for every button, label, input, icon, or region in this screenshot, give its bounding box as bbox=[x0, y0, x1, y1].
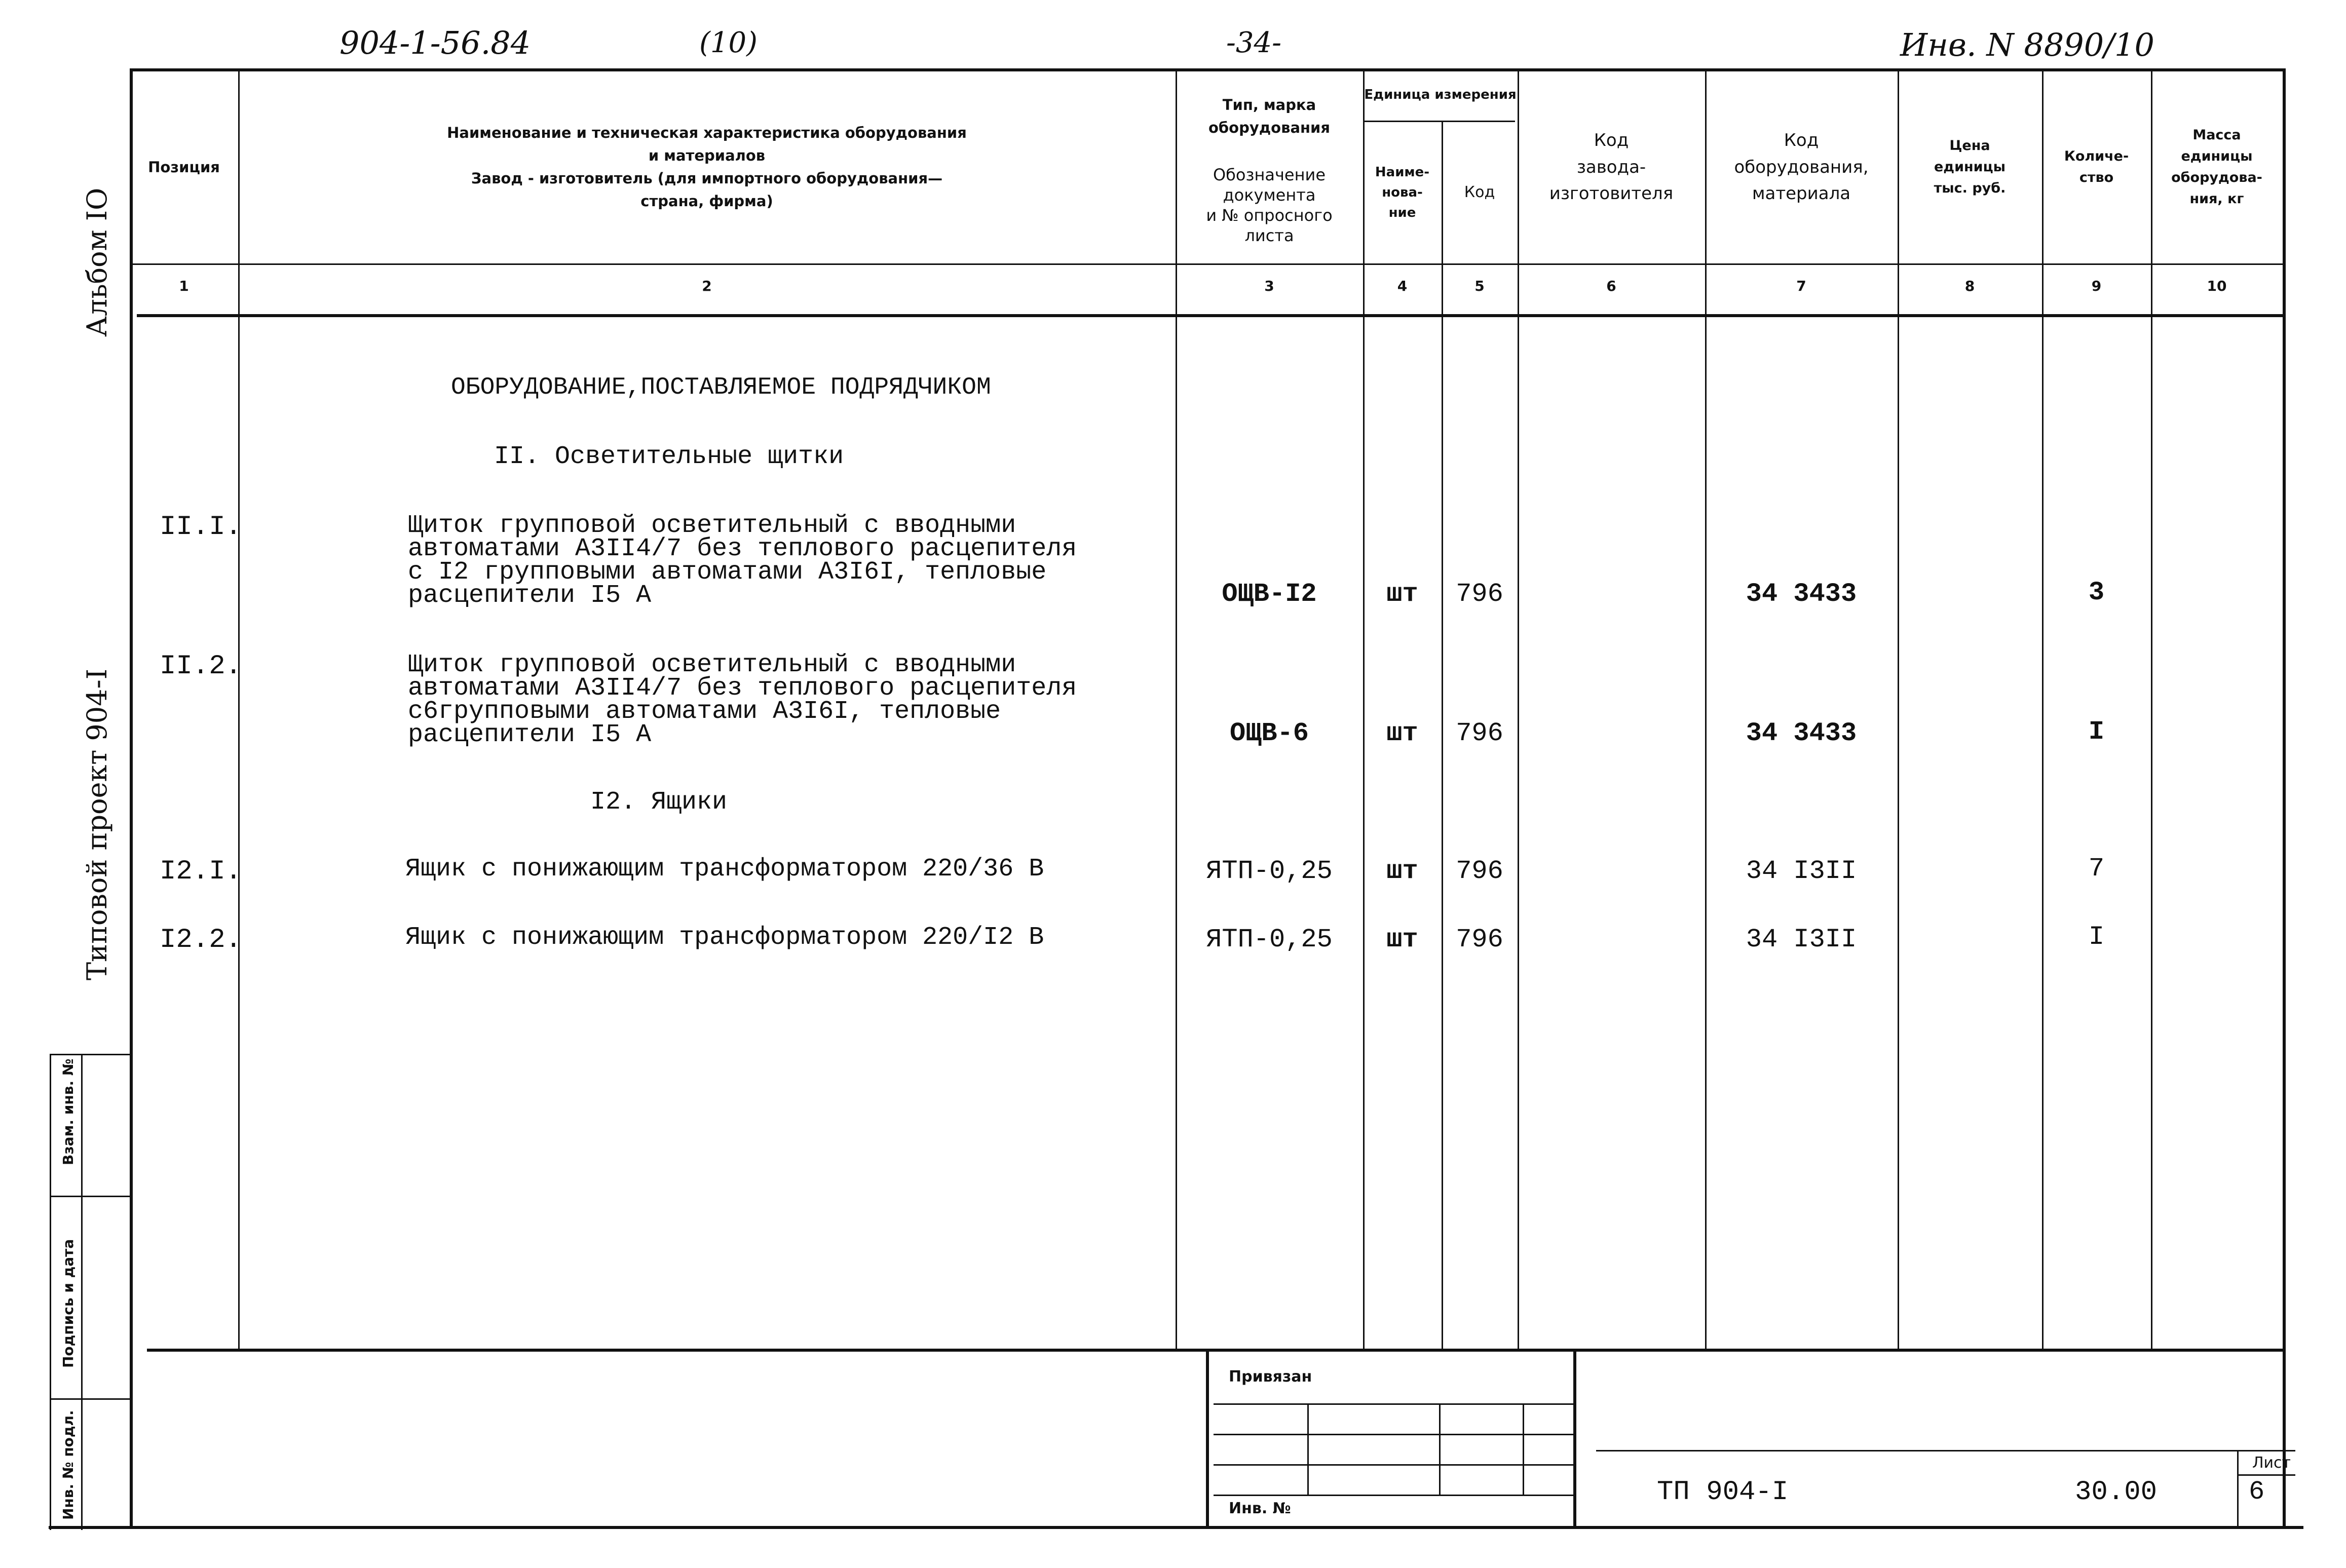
description: Щиток групповой осветительный с вводными автоматами A3II4/7 без теплового расцепителя с I2 групповыми автоматами A3I6I, тепловые расцепители I5 A bbox=[408, 511, 1077, 610]
position: I2.2. bbox=[160, 925, 242, 955]
col-number: 1 bbox=[179, 278, 189, 294]
frame-top bbox=[130, 68, 2286, 71]
stamp-line bbox=[2237, 1450, 2239, 1526]
col-number: 9 bbox=[2091, 278, 2102, 294]
position: II.2. bbox=[160, 651, 242, 682]
equipment-code: 34 I3II bbox=[1746, 925, 1857, 954]
col-number: 10 bbox=[2207, 278, 2227, 294]
signature-date-label: Подпись и дата bbox=[60, 1239, 77, 1368]
header-quantity: Количе- ство bbox=[2064, 148, 2129, 185]
side-stamp-line bbox=[81, 1054, 83, 1530]
stamp-line bbox=[1307, 1403, 1309, 1495]
attached-label: Привязан bbox=[1229, 1368, 1312, 1386]
stamp-line bbox=[1206, 1349, 1209, 1526]
sheet-label: Лист bbox=[2252, 1454, 2291, 1472]
header-factory-code: Код завода- изготовителя bbox=[1549, 130, 1674, 204]
description: Ящик с понижающим трансформатором 220/36 В bbox=[405, 855, 1044, 884]
unit-name: шт bbox=[1386, 856, 1418, 886]
section-title-boxes: I2. Ящики bbox=[590, 788, 728, 817]
header-mass: Масса единицы оборудова- ния, кг bbox=[2171, 127, 2262, 207]
type-mark: ЯТП-0,25 bbox=[1206, 856, 1333, 886]
type-mark: ЯТП-0,25 bbox=[1206, 925, 1333, 954]
col-number: 5 bbox=[1474, 278, 1485, 294]
col-line bbox=[238, 68, 240, 1350]
header-equipment-code: Код оборудования, материала bbox=[1734, 130, 1869, 204]
quantity: 3 bbox=[2088, 578, 2105, 607]
col-line bbox=[1518, 68, 1519, 1350]
frame-right bbox=[2283, 68, 2286, 1527]
header-designation: Обозначение документа и № опросного листа bbox=[1206, 165, 1333, 245]
doc-code: 904-1-56.84 bbox=[339, 24, 531, 61]
unit-name: шт bbox=[1386, 579, 1418, 609]
inv-number-label: Инв. № bbox=[1229, 1500, 1291, 1517]
header-unit: Единица измерения bbox=[1364, 87, 1517, 103]
side-stamp-line bbox=[50, 1054, 132, 1055]
col-line bbox=[1176, 68, 1177, 1350]
frame-bottom bbox=[49, 1526, 2303, 1529]
col-line bbox=[1898, 68, 1899, 1350]
quantity: 7 bbox=[2088, 854, 2105, 884]
side-stamp-line bbox=[50, 1196, 132, 1197]
stamp-line bbox=[1214, 1434, 1573, 1435]
col-number: 6 bbox=[1606, 278, 1616, 294]
header-price: Цена единицы тыс. руб. bbox=[1934, 138, 2006, 196]
page-number: -34- bbox=[1226, 26, 1282, 59]
inventory-number: Инв. N 8890/10 bbox=[1900, 26, 2154, 63]
title-block-top-line bbox=[147, 1349, 2286, 1352]
stamp-line bbox=[1214, 1495, 1573, 1496]
header-bottom-line bbox=[137, 314, 2286, 317]
header-name: Наименование и техническая характеристика оборудования и материалов Завод - изготовитель (для импортного оборудования— страна, фирма) bbox=[447, 124, 967, 210]
stamp-line bbox=[2237, 1474, 2295, 1476]
col-number: 4 bbox=[1397, 278, 1408, 294]
quantity: I bbox=[2088, 717, 2105, 747]
part-number: (10) bbox=[699, 26, 758, 59]
unit-code: 796 bbox=[1456, 856, 1503, 886]
stamp-line bbox=[1573, 1349, 1576, 1526]
header-position: Позиция bbox=[148, 158, 220, 176]
col-line bbox=[1705, 68, 1707, 1350]
col-line bbox=[2042, 68, 2044, 1350]
col-line bbox=[2151, 68, 2152, 1350]
unit-code: 796 bbox=[1456, 925, 1503, 954]
position: I2.I. bbox=[160, 856, 242, 887]
vzam-inv-label: Взам. инв. № bbox=[60, 1058, 77, 1165]
sheet-code: 30.00 bbox=[2075, 1477, 2158, 1508]
header-unit-name: Наиме- нова- ние bbox=[1375, 164, 1430, 221]
inv-original-label: Инв. № подл. bbox=[60, 1410, 77, 1520]
stamp-line bbox=[1523, 1403, 1524, 1495]
description: Щиток групповой осветительный с вводными автоматами A3II4/7 без теплового расцепителя с6групповыми автоматами A3I6I, тепловые расцепители I5 A bbox=[408, 651, 1077, 749]
doc-designation: ТП 904-I bbox=[1657, 1477, 1789, 1508]
col-number: 8 bbox=[1964, 278, 1975, 294]
stamp-line bbox=[1214, 1403, 1573, 1405]
side-stamp-line bbox=[50, 1054, 51, 1530]
col-number: 3 bbox=[1264, 278, 1274, 294]
equipment-code: 34 I3II bbox=[1746, 856, 1857, 886]
album-label: Альбом IO bbox=[81, 187, 113, 337]
position: II.I. bbox=[160, 512, 242, 543]
unit-code: 796 bbox=[1456, 718, 1503, 748]
stamp-line bbox=[1596, 1450, 2295, 1451]
col-number: 2 bbox=[702, 278, 712, 294]
col-number: 7 bbox=[1796, 278, 1806, 294]
type-mark: ОЩВ-6 bbox=[1229, 718, 1309, 748]
project-label: Типовой проект 904-I bbox=[81, 668, 113, 980]
unit-name: шт bbox=[1386, 718, 1418, 748]
description: Ящик с понижающим трансформатором 220/I2 В bbox=[405, 923, 1044, 952]
equipment-code: 34 3433 bbox=[1746, 718, 1857, 748]
quantity: I bbox=[2088, 922, 2105, 952]
header-line bbox=[130, 263, 2286, 265]
stamp-line bbox=[1214, 1464, 1573, 1466]
main-section-title: ОБОРУДОВАНИЕ,ПОСТАВЛЯЕМОЕ ПОДРЯДЧИКОМ bbox=[451, 374, 991, 401]
section-title-lighting-panels: II. Осветительные щитки bbox=[494, 442, 844, 471]
side-stamp-line bbox=[50, 1398, 132, 1400]
type-mark: ОЩВ-I2 bbox=[1222, 579, 1317, 609]
equipment-code: 34 3433 bbox=[1746, 579, 1857, 609]
unit-sub-line bbox=[1363, 121, 1515, 122]
unit-code: 796 bbox=[1456, 579, 1503, 609]
stamp-line bbox=[1439, 1403, 1441, 1495]
sheet-number: 6 bbox=[2249, 1477, 2265, 1507]
header-unit-code: Код bbox=[1464, 183, 1495, 201]
header-type: Тип, марка оборудования bbox=[1208, 96, 1330, 136]
unit-name: шт bbox=[1386, 925, 1418, 954]
